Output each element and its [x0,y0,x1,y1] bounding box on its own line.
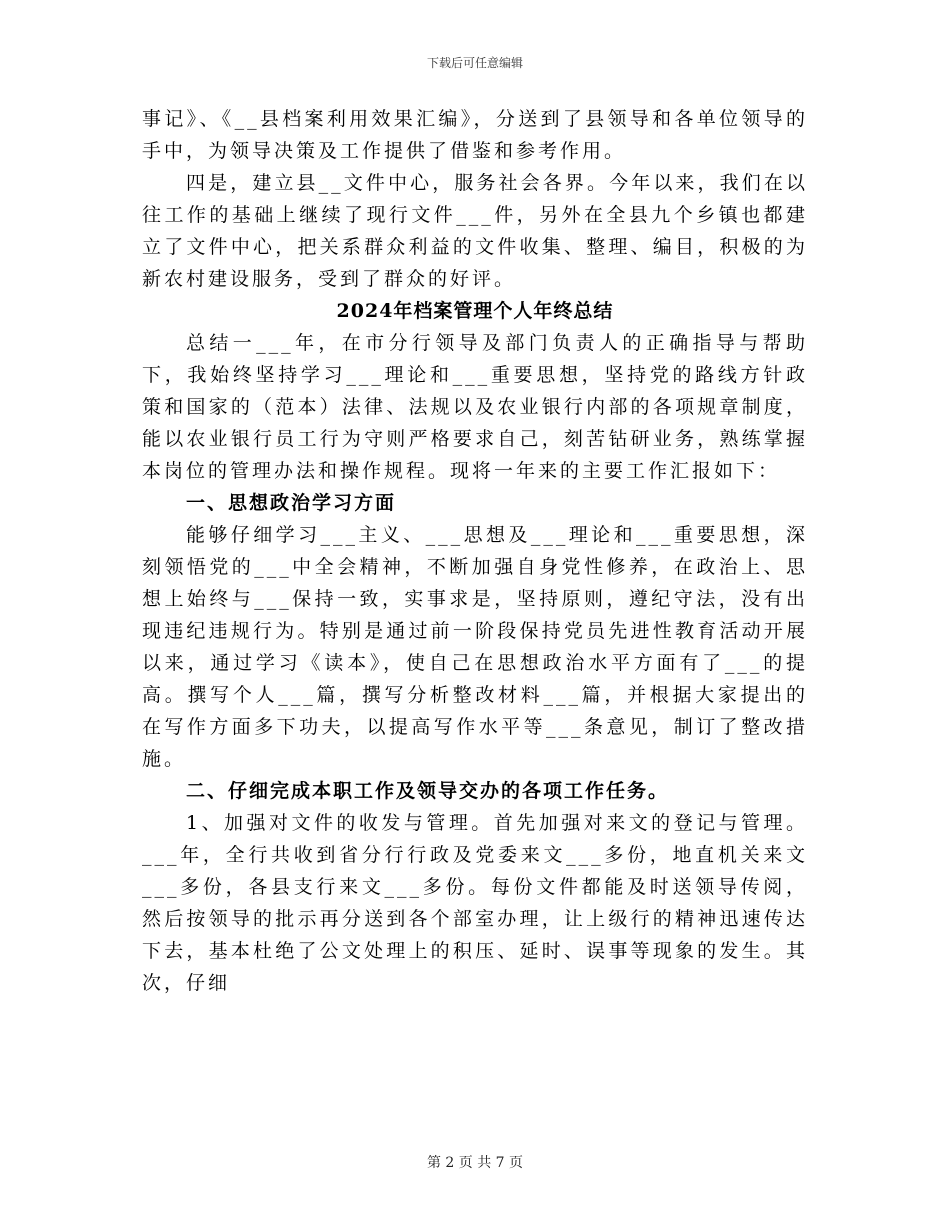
paragraph-archive-compilation: 事记》、《__县档案利用效果汇编》，分送到了县领导和各单位领导的手中，为领导决策及工作提供了借鉴和参考作用。 [142,108,808,162]
section-heading-duties: 二、仔细完成本职工作及领导交办的各项工作任务。 [186,780,670,802]
section-heading-political-study: 一、思想政治学习方面 [186,492,397,514]
paragraph-document-management: 1、加强对文件的收发与管理。首先加强对来文的登记与管理。___年，全行共收到省分行行政及党委来文___多份，地直机关来文___多份，各县支行来文___多份。每份文件都能及时送领导传阅，然后按领导的批示再分送到各个部室办理，让上级行的精神迅速传达下去，基本杜绝了公文处理上的积压、延时、误事等现象的发生。其次，仔细 [142,812,808,994]
document-title: 2024年档案管理个人年终总结 [336,300,614,322]
paragraph-document-center: 四是，建立县__文件中心，服务社会各界。今年以来，我们在以往工作的基础上继续了现行文件___件，另外在全县九个乡镇也都建立了文件中心，把关系群众利益的文件收集、整理、编目，积极的为新农村建设服务，受到了群众的好评。 [142,172,808,290]
page-header: 下载后可任意编辑 [426,56,523,70]
paragraph-summary-intro: 总结一___年，在市分行领导及部门负责人的正确指导与帮助下，我始终坚持学习___理论和___重要思想，坚持党的路线方针政策和国家的（范本）法律、法规以及农业银行内部的各项规章制度，能以农业银行员工行为守则严格要求自己，刻苦钻研业务，熟练掌握本岗位的管理办法和操作规程。现将一年来的主要工作汇报如下： [142,332,808,482]
paragraph-political-study: 能够仔细学习___主义、___思想及___理论和___重要思想，深刻领悟党的___中全会精神，不断加强自身党性修养，在政治上、思想上始终与___保持一致，实事求是，坚持原则，遵纪守法，没有出现违纪违规行为。特别是通过前一阶段保持党员先进性教育活动开展以来，通过学习《读本》，使自己在思想政治水平方面有了___的提高。撰写个人___篇，撰写分析整改材料___篇，并根据大家提出的在写作方面多下功夫，以提高写作水平等___条意见，制订了整改措施。 [142,524,808,770]
document-body [142,103,808,999]
page-footer: 第 2 页 共 7 页 [426,1155,524,1171]
